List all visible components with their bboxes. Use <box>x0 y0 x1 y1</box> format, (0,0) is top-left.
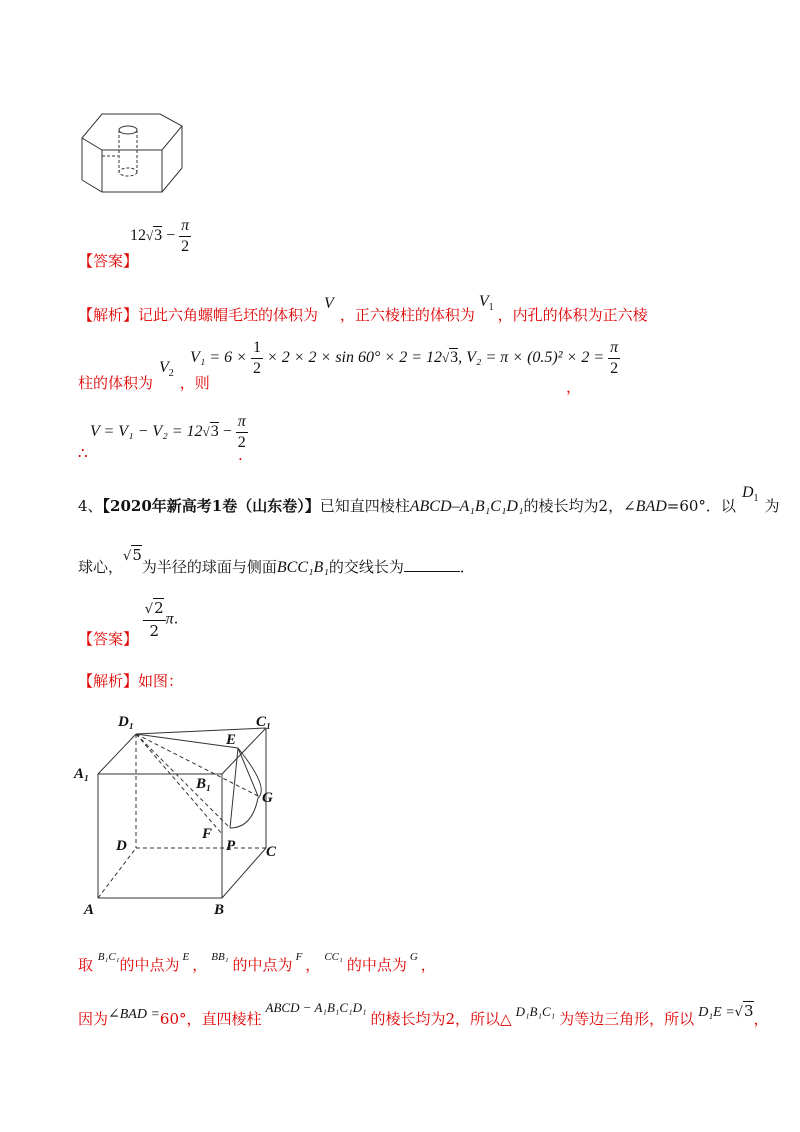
answer-2: 【答案】 $\frac{√2}{2}$ π. <box>78 599 179 648</box>
point-f: F <box>295 951 303 963</box>
analysis-label-1: 【解析】 <box>78 306 139 324</box>
formula-1-part-b: × 2 × 2 × sin 60° × 2 = 12 <box>266 349 442 367</box>
face-name: BCC₁B₁ <box>276 559 329 576</box>
label-d: D <box>116 838 127 854</box>
angle-bad: ∠BAD = <box>108 1007 160 1022</box>
symbol-v1: V <box>478 293 489 310</box>
formula-v: V = V₁ − V₂ = 12√3 − $\frac{\pi}{2}$ <box>90 413 246 451</box>
label-a1: A₁ <box>74 766 90 782</box>
because-b: 60°，直四棱柱 <box>159 1010 262 1028</box>
symbol-v: V <box>324 295 334 312</box>
analysis-1-text-d: 柱的体积为 <box>78 374 154 392</box>
expr-num: π <box>179 216 191 237</box>
question-text-d: 为 <box>764 497 780 515</box>
eq-d1e: D₁E = <box>698 1005 735 1020</box>
formula-1-part-c: , V₂ = π × (0.5)² × 2 = <box>458 349 605 367</box>
question-4-line2: 球心，√5为半径的球面与侧面BCC₁B₁的交线长为 ． <box>78 546 475 576</box>
segment-cc1: CC₁ <box>324 951 343 963</box>
analysis-1-line1 <box>78 293 648 327</box>
label-d1: D₁ <box>118 714 135 730</box>
label-a: A <box>84 902 95 918</box>
question-number: 4、 <box>78 497 103 515</box>
question-4-line1 <box>78 484 780 518</box>
because-c: 的棱长均为2，所以△ <box>370 1010 512 1028</box>
question-line2-c: 的交线长为 <box>328 558 404 576</box>
prism-name: ABCD–A₁B₁C₁D₁ <box>409 498 524 515</box>
question-line2-end: ． <box>459 558 475 576</box>
angle-name: BAD <box>635 498 667 515</box>
expr-prefix: 12 <box>130 227 146 245</box>
answer-2-root: 2 <box>154 599 164 617</box>
therefore-symbol: ∴ <box>78 444 88 462</box>
because-line: 因为∠BAD =60°，直四棱柱ABCD − A₁B₁C₁D₁的棱长均为2，所以△ D₁B₁C₁ 为等边三角形，所以 D₁E =√3， <box>78 1000 769 1028</box>
point-g: G <box>409 951 418 963</box>
symbol-v1-sub: 1 <box>488 302 494 314</box>
take-line <box>78 951 436 975</box>
analysis-2 <box>78 670 183 691</box>
point-e: E <box>182 951 190 963</box>
label-c: C <box>266 844 277 860</box>
formula-v1-v2: V₁ = 6 × $\frac{1}{2}$ × 2 × 2 × sin 60° × 2 = 12√3, V₂ = π × (0.5)² × 2 = $\frac{\pi}{2}$ <box>190 339 619 377</box>
comma-1: ， <box>566 378 582 396</box>
label-c1: C₁ <box>256 714 272 730</box>
label-p: P <box>226 838 236 854</box>
root-3: 3 <box>743 1002 754 1020</box>
take-g: ， <box>420 956 436 974</box>
because-end: ， <box>753 1010 769 1028</box>
answer-label-1: 【答案】 <box>78 252 139 270</box>
take-d: 的中点为 <box>232 956 293 974</box>
answer-2-pi: π <box>165 610 174 628</box>
symbol-v2: V <box>159 359 169 376</box>
expr-minus: − <box>166 227 176 245</box>
question-text-b: 的棱长均为2，∠ <box>523 497 636 515</box>
segment-b1c1: B₁C₁ <box>97 951 120 963</box>
point-d1-sub: 1 <box>753 493 759 505</box>
because-d: 为等边三角形，所以 <box>559 1010 695 1028</box>
question-source: 【2020年新高考1卷（山东卷）】 <box>102 497 320 515</box>
label-b: B <box>214 902 225 918</box>
analysis-1-text-a: 记此六角螺帽毛坯的体积为 <box>138 306 319 324</box>
expr-den: 2 <box>181 238 190 255</box>
answer-2-den: 2 <box>149 622 159 640</box>
analysis-label-2: 【解析】 <box>78 672 139 690</box>
prism-name-2: ABCD − A₁B₁C₁D₁ <box>265 1000 367 1015</box>
answer-2-end: . <box>173 609 179 628</box>
answer-label-2: 【答案】 <box>78 629 139 648</box>
prism-figure <box>70 708 300 922</box>
period-1: . <box>238 446 243 464</box>
point-d1: D <box>741 484 754 501</box>
take-b: 的中点为 <box>119 956 180 974</box>
triangle-d1b1c1: D₁B₁C₁ <box>515 1004 556 1019</box>
answer-blank <box>404 571 460 572</box>
label-e: E <box>226 732 237 748</box>
analysis-1-text-b: ，正六棱柱的体积为 <box>339 306 475 324</box>
question-line2-a: 球心， <box>78 558 124 576</box>
radius-root: 5 <box>132 546 142 564</box>
hex-nut-figure <box>78 106 186 198</box>
take-f: 的中点为 <box>346 956 407 974</box>
label-f: F <box>202 826 213 842</box>
question-text-a: 已知直四棱柱 <box>319 497 410 515</box>
segment-bb1: BB₁ <box>211 951 229 963</box>
answer-expression: 12√3 − $\frac{\pi}{2}$ <box>130 217 190 255</box>
question-text-c: =60°．以 <box>666 497 736 515</box>
analysis-1-text-e: ，则 <box>179 374 210 392</box>
label-g: G <box>262 790 273 806</box>
symbol-v2-sub: 2 <box>168 368 174 380</box>
expr-root: 3 <box>154 227 163 245</box>
question-line2-b: 为半径的球面与侧面 <box>141 558 277 576</box>
formula-2: V = V₁ − V₂ = 12 <box>90 423 203 441</box>
analysis-2-text: 如图： <box>138 672 184 690</box>
analysis-1-line2 <box>78 359 210 395</box>
take-e: ， <box>305 956 321 974</box>
because-a: 因为 <box>78 1010 109 1028</box>
analysis-1-text-c: ，内孔的体积为正六棱 <box>497 306 648 324</box>
formula-1-part-a: V₁ = 6 × <box>190 349 247 367</box>
label-b1: B₁ <box>196 776 212 792</box>
take-c: ， <box>192 956 208 974</box>
take-a: 取 <box>78 956 94 974</box>
